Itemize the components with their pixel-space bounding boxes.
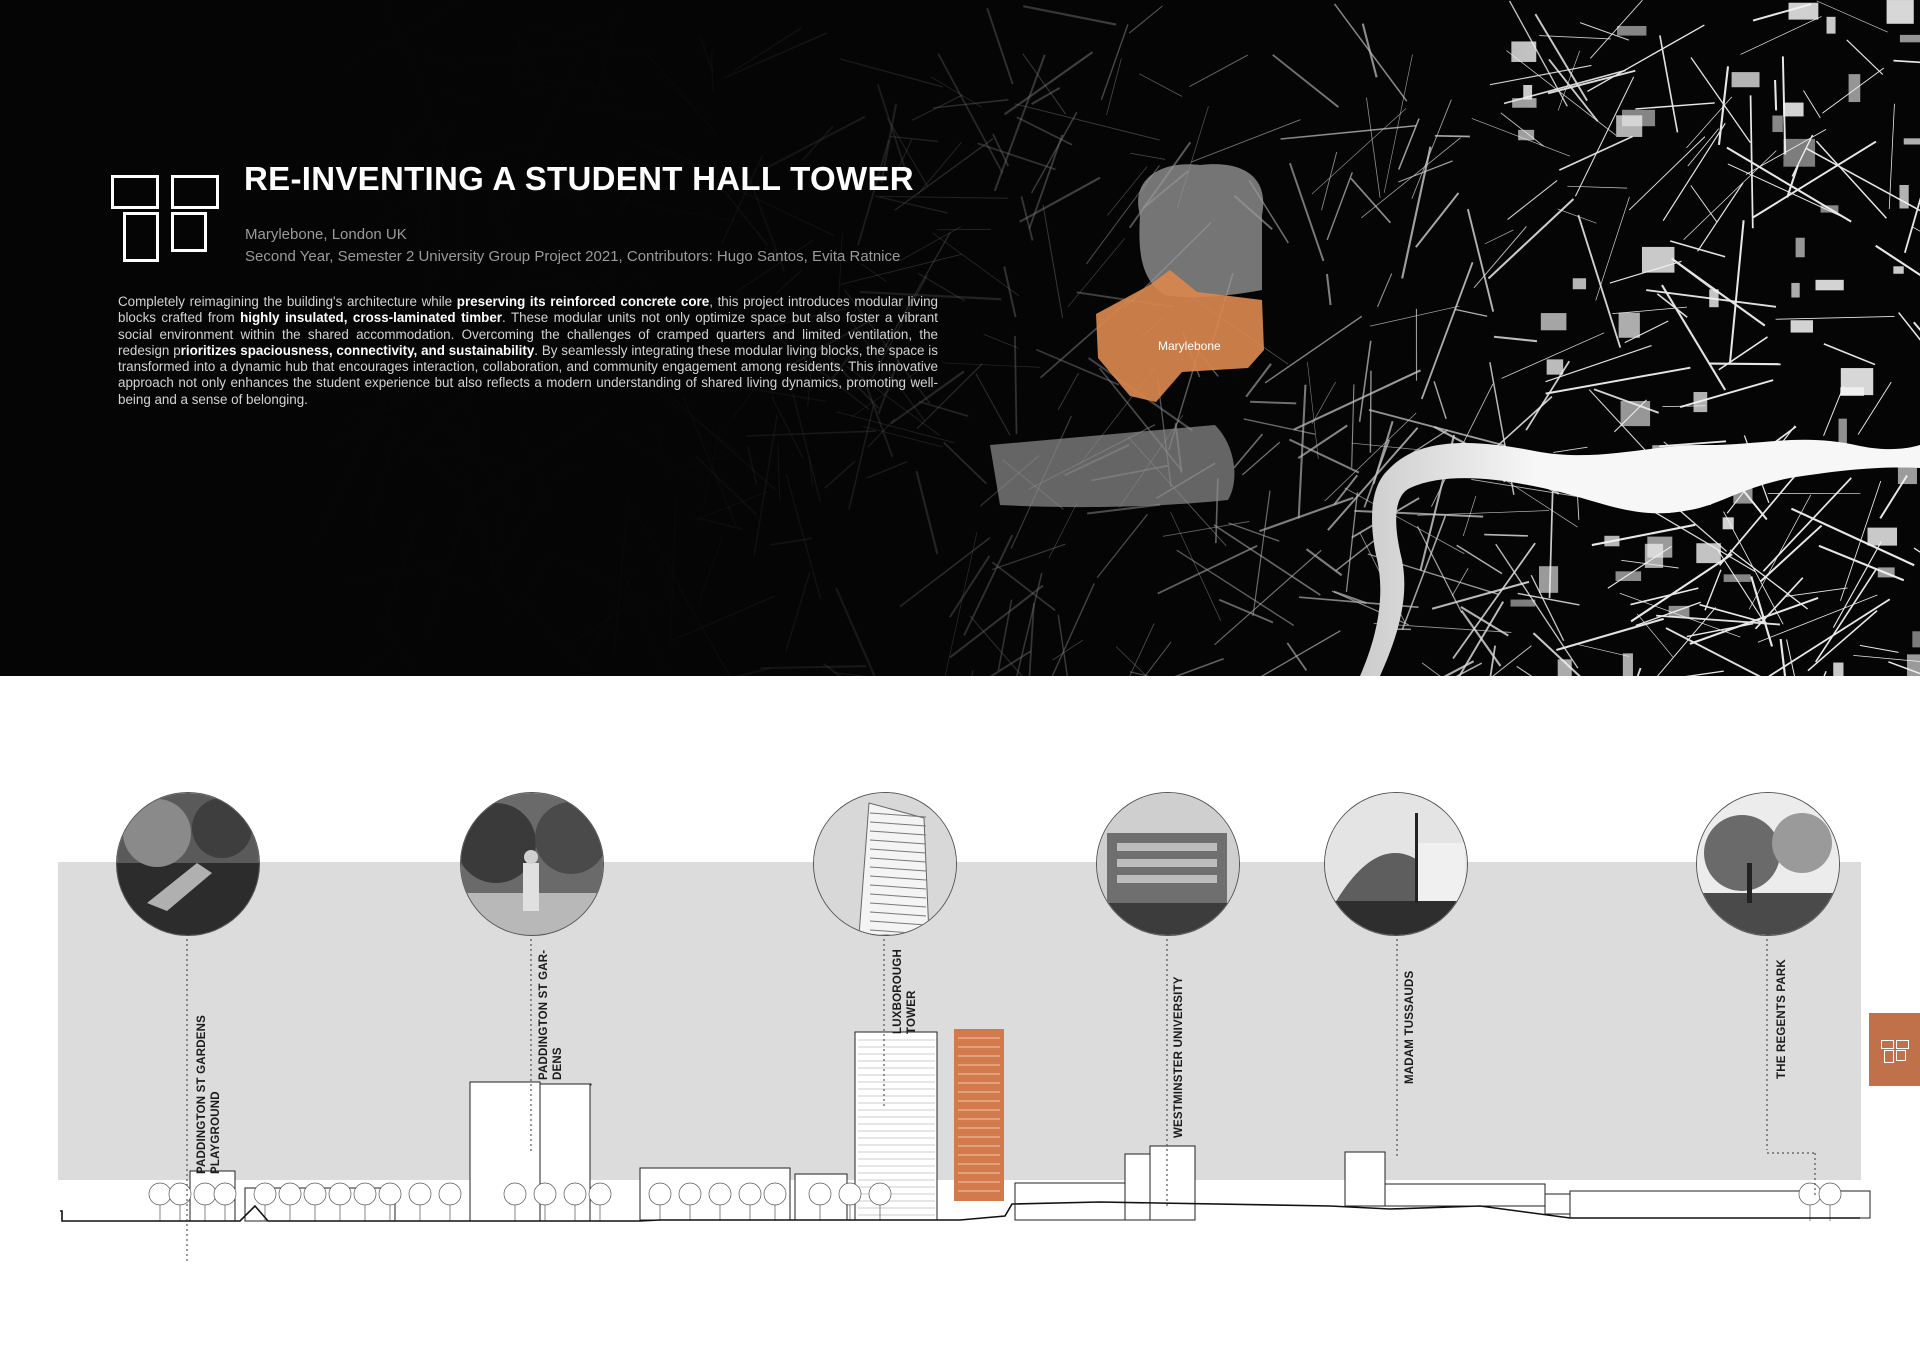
street-section	[0, 676, 1920, 1357]
section-building	[470, 1082, 540, 1221]
tree-icon	[679, 1183, 701, 1205]
logo-icon	[1881, 1040, 1894, 1049]
logo-icon	[111, 175, 159, 209]
logo-icon	[123, 212, 159, 262]
tree-icon	[409, 1183, 431, 1205]
tree-icon	[809, 1183, 831, 1205]
tree-icon	[354, 1183, 376, 1205]
regents-park-area	[1138, 164, 1263, 297]
photo-paddington-gardens	[460, 792, 604, 936]
landmark-label: PADDINGTON ST GARDENS PLAYGROUND	[196, 1014, 222, 1174]
section-building	[855, 1032, 937, 1220]
section-building	[1385, 1184, 1545, 1206]
landmark-label: WESTMINSTER UNIVERSITY	[1173, 976, 1185, 1138]
logo-icon	[1896, 1050, 1906, 1061]
photo-luxborough-tower	[813, 792, 957, 936]
page-title: RE-INVENTING A STUDENT HALL TOWER	[244, 160, 914, 197]
photo-madam-tussauds	[1324, 792, 1468, 936]
project-credits: Second Year, Semester 2 University Group Project 2021, Contributors: Hugo Santos, Evita Ratnice	[245, 248, 901, 265]
logo-icon	[1884, 1050, 1894, 1063]
tree-icon	[279, 1183, 301, 1205]
tree-icon	[304, 1183, 326, 1205]
tree-icon	[379, 1183, 401, 1205]
landmark-label: LUXBOROUGH TOWER	[892, 948, 918, 1034]
tree-icon	[149, 1183, 171, 1205]
tree-icon	[589, 1183, 611, 1205]
tree-icon	[739, 1183, 761, 1205]
tree-icon	[1819, 1183, 1841, 1205]
site-map	[0, 0, 1920, 676]
tree-icon	[839, 1183, 861, 1205]
photo-regents-park	[1696, 792, 1840, 936]
photo-westminster-university	[1096, 792, 1240, 936]
section-building	[1150, 1146, 1195, 1220]
logo-icon	[171, 175, 219, 209]
section-drawing	[0, 676, 1920, 1357]
tree-icon	[254, 1183, 276, 1205]
landmark-label: THE REGENTS PARK	[1776, 959, 1788, 1079]
proposed-tower	[954, 1029, 1004, 1201]
tree-icon	[194, 1183, 216, 1205]
section-building	[1345, 1152, 1385, 1206]
tree-icon	[169, 1183, 191, 1205]
landmark-label: MADAM TUSSAUDS	[1404, 970, 1416, 1084]
tree-icon	[329, 1183, 351, 1205]
tree-icon	[214, 1183, 236, 1205]
side-tab-logo	[1869, 1013, 1920, 1086]
district-label: Marylebone	[1158, 339, 1221, 353]
project-location: Marylebone, London UK	[245, 226, 407, 243]
tree-icon	[1799, 1183, 1821, 1205]
section-building	[590, 1084, 591, 1085]
project-description: Completely reimagining the building's architecture while preserving its reinforced concrete core, this project introduces modular living blocks crafted from highly insulated, cross-laminated timber. These modular units not only optimize space but also foster a vibrant social environment within the shared accommodation. Overcoming the challenges of cramped quarters and limited ventilation, the redesign prioritizes spaciousness, connectivity, and sustainability. By seamlessly integrating these modular living blocks, the space is transformed into a dynamic hub that encourages interaction, collaboration, and community engagement among residents. This innovative approach not only enhances the student experience but also reflects a modern understanding of shared living dynamics, promoting well-being and a sense of belonging.	[118, 294, 938, 407]
landmark-label: PADDINGTON ST GAR- DENS	[538, 949, 564, 1080]
tree-icon	[869, 1183, 891, 1205]
tree-icon	[439, 1183, 461, 1205]
tree-icon	[534, 1183, 556, 1205]
logo-icon	[1896, 1040, 1909, 1049]
tree-icon	[504, 1183, 526, 1205]
tree-icon	[709, 1183, 731, 1205]
tree-icon	[649, 1183, 671, 1205]
photo-paddington-playground	[116, 792, 260, 936]
tree-icon	[764, 1183, 786, 1205]
section-building	[1125, 1154, 1150, 1220]
logo-icon	[171, 212, 207, 252]
tree-icon	[564, 1183, 586, 1205]
